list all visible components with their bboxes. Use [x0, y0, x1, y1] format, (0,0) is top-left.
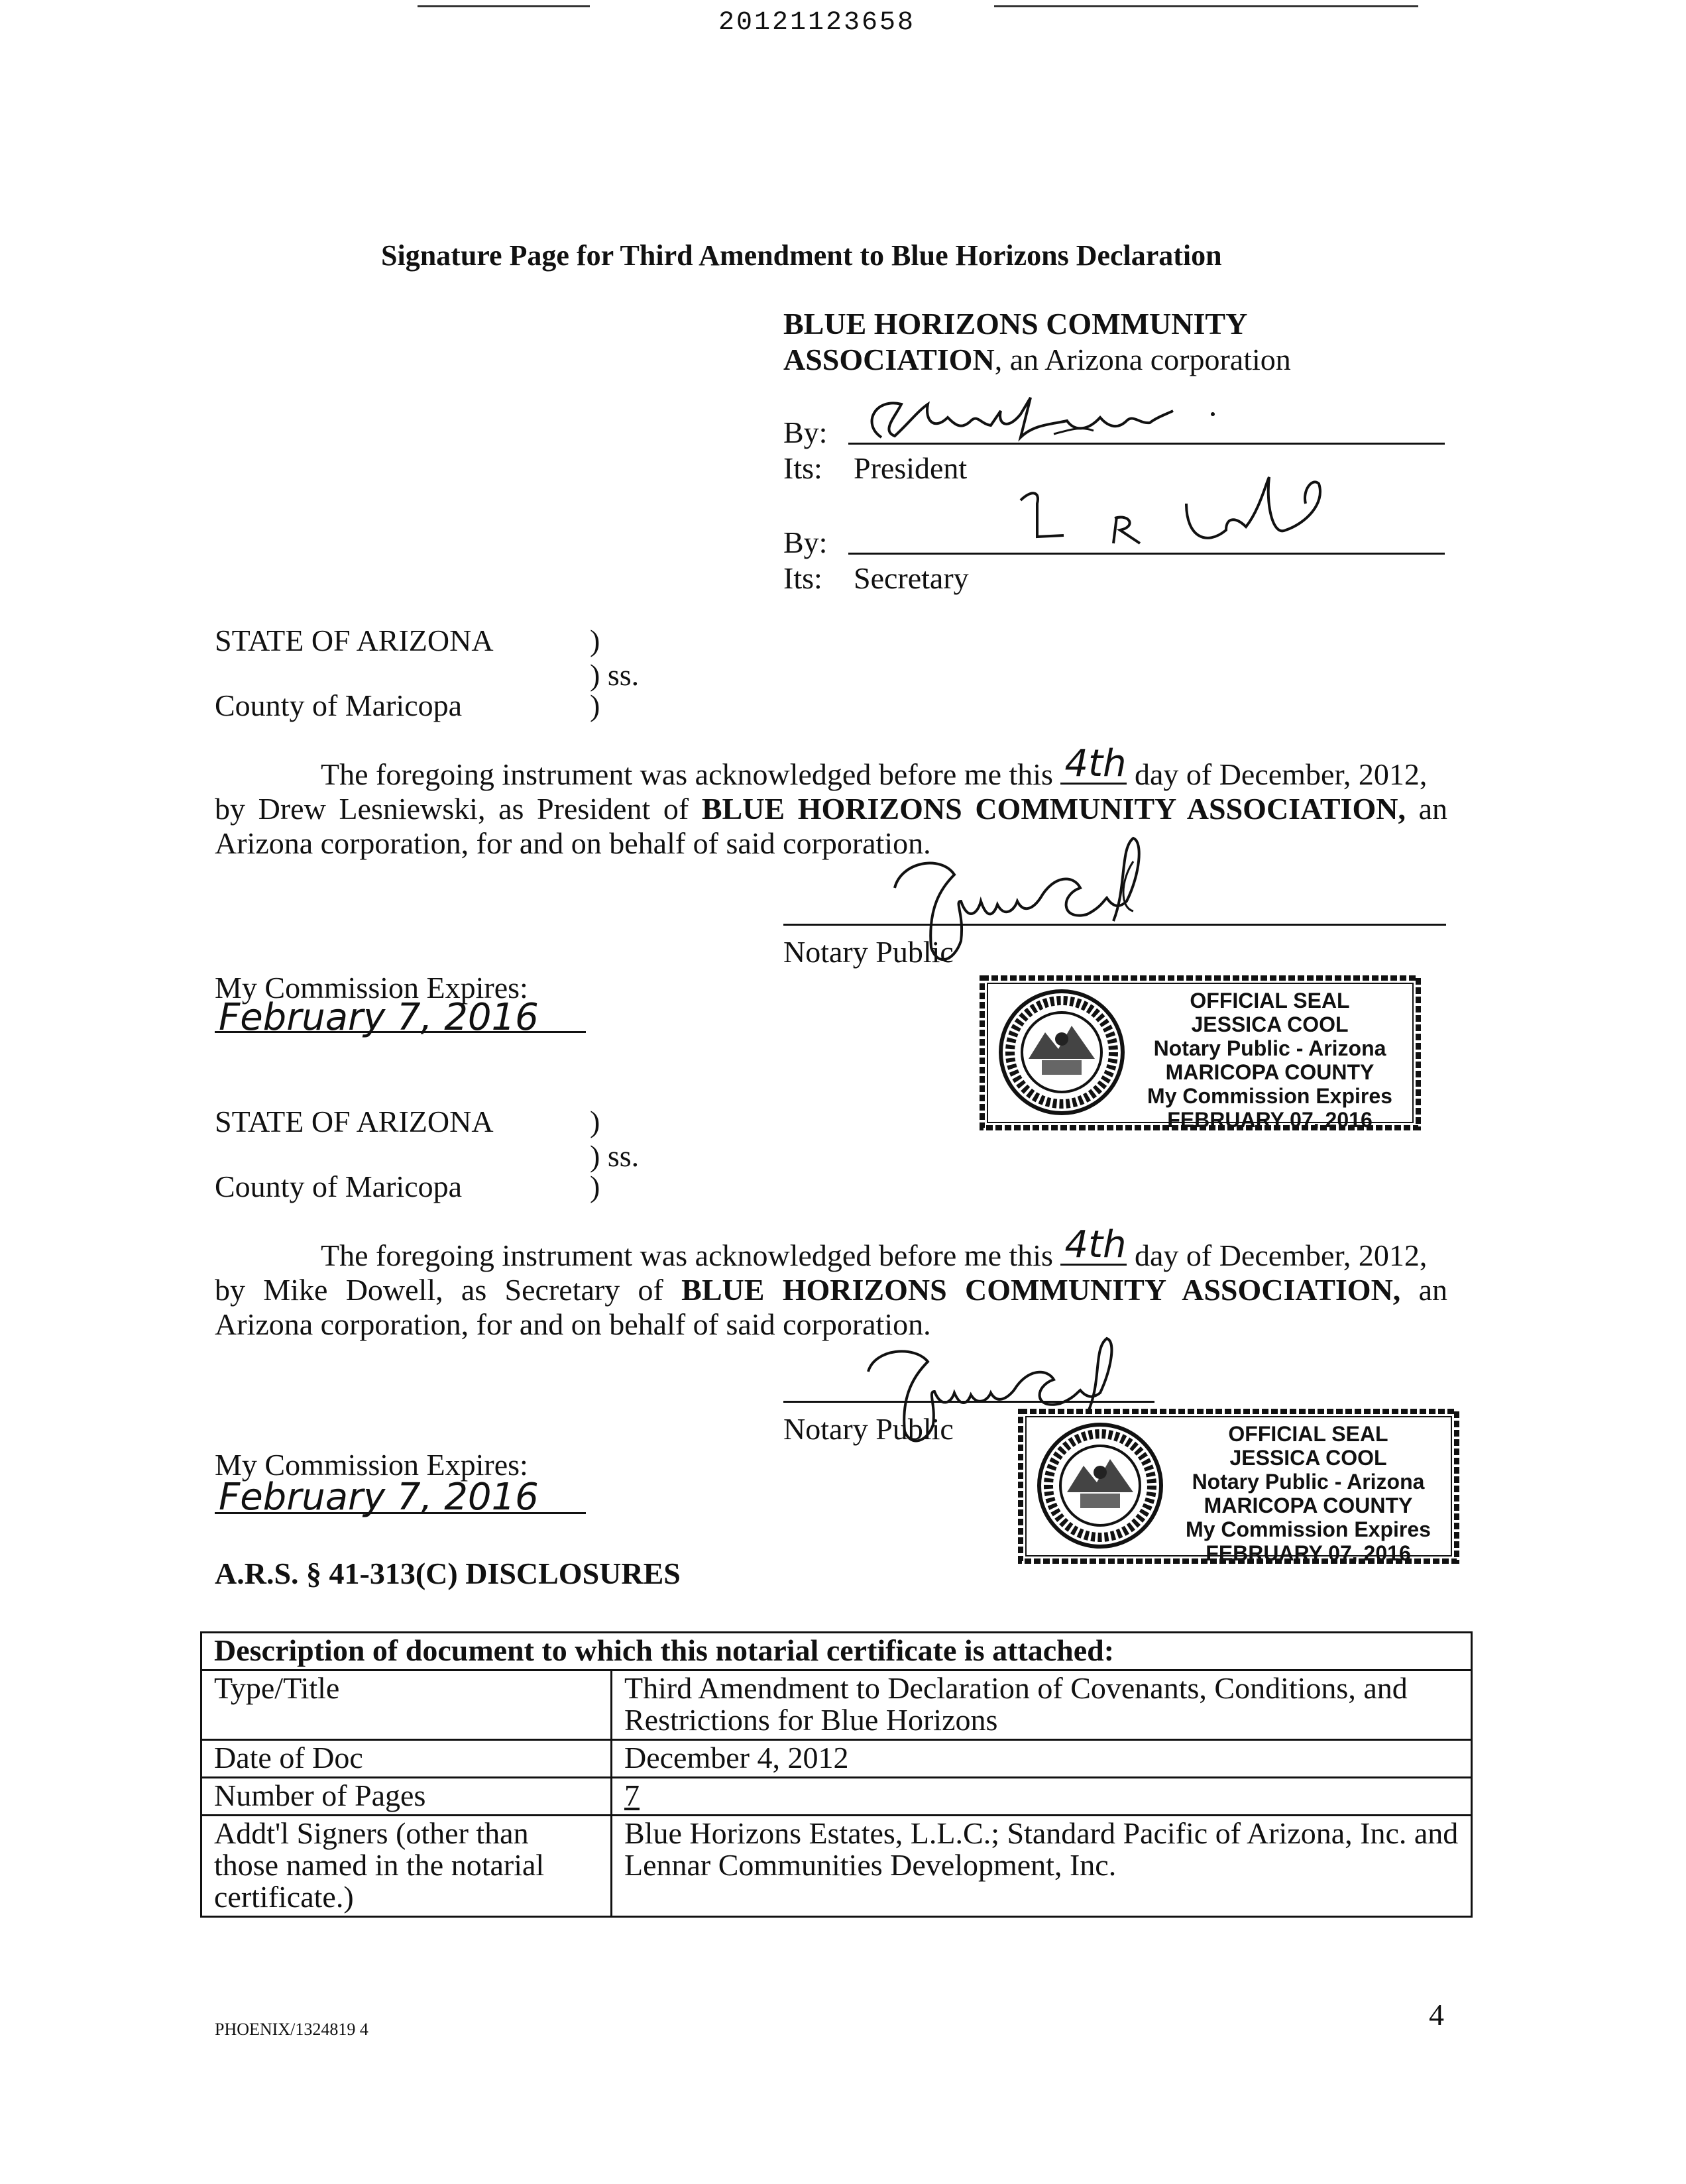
- venue-ss-2: ) ss.: [590, 1139, 640, 1173]
- arizona-state-seal-icon: [995, 986, 1128, 1119]
- ack1-line2-post: an: [1418, 792, 1448, 826]
- seal-line-4: MARICOPA COUNTY: [1165, 1060, 1375, 1084]
- seal-line-1: OFFICIAL SEAL: [1190, 989, 1350, 1012]
- row-label: Date of Doc: [201, 1740, 612, 1778]
- notary-public-label-1: Notary Public: [783, 935, 954, 969]
- notary-seal-1: [978, 974, 1422, 1132]
- seal-line-2: JESSICA COOL: [1229, 1446, 1387, 1470]
- ack1-line1: [321, 742, 1428, 791]
- footer-doc-id: PHOENIX/1324819 4: [215, 2020, 368, 2039]
- row-label: Number of Pages: [201, 1778, 612, 1816]
- ack2-entity: BLUE HORIZONS COMMUNITY ASSOCIATION,: [681, 1273, 1401, 1307]
- ack1-line2: [215, 794, 1447, 824]
- row-value: Third Amendment to Declaration of Covenants, Conditions, and Restrictions for Blue Horizons: [612, 1670, 1472, 1740]
- ack1-line1-pre: The foregoing instrument was acknowledged before me this: [321, 757, 1053, 791]
- signer-title-secretary: Secretary: [854, 561, 969, 595]
- ack1-line2-pre: by Drew Lesniewski, as President of: [215, 792, 689, 826]
- page-number: 4: [1429, 1998, 1444, 2032]
- ack2-line1-pre: The foregoing instrument was acknowledged before me this: [321, 1238, 1053, 1272]
- ack2-line1: [321, 1223, 1428, 1272]
- seal-line-5: My Commission Expires: [1147, 1084, 1392, 1108]
- entity-name-bold: ASSOCIATION: [783, 343, 995, 376]
- seal-line-3: Notary Public - Arizona: [1192, 1470, 1425, 1494]
- venue-paren-1a: ): [590, 624, 600, 657]
- venue-ss-1: ) ss.: [590, 658, 640, 692]
- venue-state-1: STATE OF ARIZONA: [215, 624, 494, 657]
- disclosures-heading: A.R.S. § 41-313(C) DISCLOSURES: [215, 1556, 681, 1590]
- table-header: Description of document to which this notarial certificate is attached:: [201, 1633, 1472, 1670]
- ack2-line2: [215, 1275, 1447, 1305]
- recording-number: 20121123658: [718, 8, 916, 38]
- ack1-day-handwritten: 4th: [1064, 742, 1127, 785]
- secretary-signature: [1007, 464, 1352, 557]
- ack2-day-handwritten: 4th: [1064, 1223, 1127, 1266]
- ack2-line2-pre: by Mike Dowell, as Secretary of: [215, 1273, 663, 1307]
- seal-line-5: My Commission Expires: [1186, 1517, 1431, 1541]
- disclosure-table: [200, 1631, 1473, 1918]
- seal-line-6: FEBRUARY 07, 2016: [1167, 1108, 1373, 1132]
- row-label: Type/Title: [201, 1670, 612, 1740]
- ack1-line3: Arizona corporation, for and on behalf of said corporation.: [215, 826, 931, 860]
- table-row: [201, 1670, 1472, 1740]
- venue-county-1: County of Maricopa: [215, 688, 463, 722]
- header-rule-right: [994, 5, 1418, 7]
- venue-paren-2b: ): [590, 1170, 600, 1203]
- president-signature: [855, 384, 1226, 457]
- row-label: Addt'l Signers (other than those named in the notarial certificate.): [201, 1816, 612, 1917]
- by-label-2: By:: [783, 525, 828, 559]
- entity-description: , an Arizona corporation: [994, 343, 1291, 376]
- its-label-1: Its:: [783, 451, 822, 485]
- seal-line-6: FEBRUARY 07, 2016: [1206, 1541, 1411, 1565]
- row-value: Blue Horizons Estates, L.L.C.; Standard Pacific of Arizona, Inc. and Lennar Communities Development, Inc.: [612, 1816, 1472, 1917]
- by-label-1: By:: [783, 415, 828, 449]
- commission-label-1: My Commission Expires:: [215, 971, 528, 1005]
- ack2-line3: Arizona corporation, for and on behalf of said corporation.: [215, 1307, 931, 1341]
- ack1-day-blank: [1060, 742, 1127, 785]
- seal-line-2: JESSICA COOL: [1191, 1012, 1349, 1036]
- page-title: Signature Page for Third Amendment to Blue Horizons Declaration: [381, 239, 1222, 272]
- venue-paren-2a: ): [590, 1105, 600, 1138]
- seal-line-4: MARICOPA COUNTY: [1204, 1494, 1413, 1517]
- commission-date-1: February 7, 2016: [219, 996, 539, 1039]
- its-label-2: Its:: [783, 561, 822, 595]
- ack1-entity: BLUE HORIZONS COMMUNITY ASSOCIATION,: [701, 792, 1406, 826]
- ack2-line1-post: day of December, 2012,: [1134, 1238, 1428, 1272]
- table-header-row: [201, 1633, 1472, 1670]
- row-value: December 4, 2012: [612, 1740, 1472, 1778]
- table-row: [201, 1778, 1472, 1816]
- signer-title-president: President: [854, 451, 968, 485]
- table-row: [201, 1816, 1472, 1917]
- commission-date-2: February 7, 2016: [219, 1476, 539, 1519]
- venue-state-2: STATE OF ARIZONA: [215, 1105, 494, 1138]
- arizona-state-seal-icon: [1034, 1419, 1166, 1552]
- entity-name-line1: BLUE HORIZONS COMMUNITY: [783, 307, 1248, 341]
- commission-label-2: My Commission Expires:: [215, 1448, 528, 1482]
- ack2-line2-post: an: [1418, 1273, 1448, 1307]
- notary-seal-2: [1017, 1407, 1461, 1565]
- entity-name-line2: [783, 345, 1291, 375]
- header-rule-left: [418, 5, 590, 7]
- notary-public-label-2: Notary Public: [783, 1412, 954, 1446]
- ack2-day-blank: [1060, 1223, 1127, 1266]
- ack1-line1-post: day of December, 2012,: [1134, 757, 1428, 791]
- venue-county-2: County of Maricopa: [215, 1170, 463, 1203]
- venue-paren-1b: ): [590, 688, 600, 722]
- row-value: [612, 1778, 1472, 1816]
- page-count-value: 7: [624, 1778, 640, 1812]
- seal-line-3: Notary Public - Arizona: [1153, 1036, 1386, 1060]
- table-row: [201, 1740, 1472, 1778]
- seal-line-1: OFFICIAL SEAL: [1228, 1422, 1388, 1446]
